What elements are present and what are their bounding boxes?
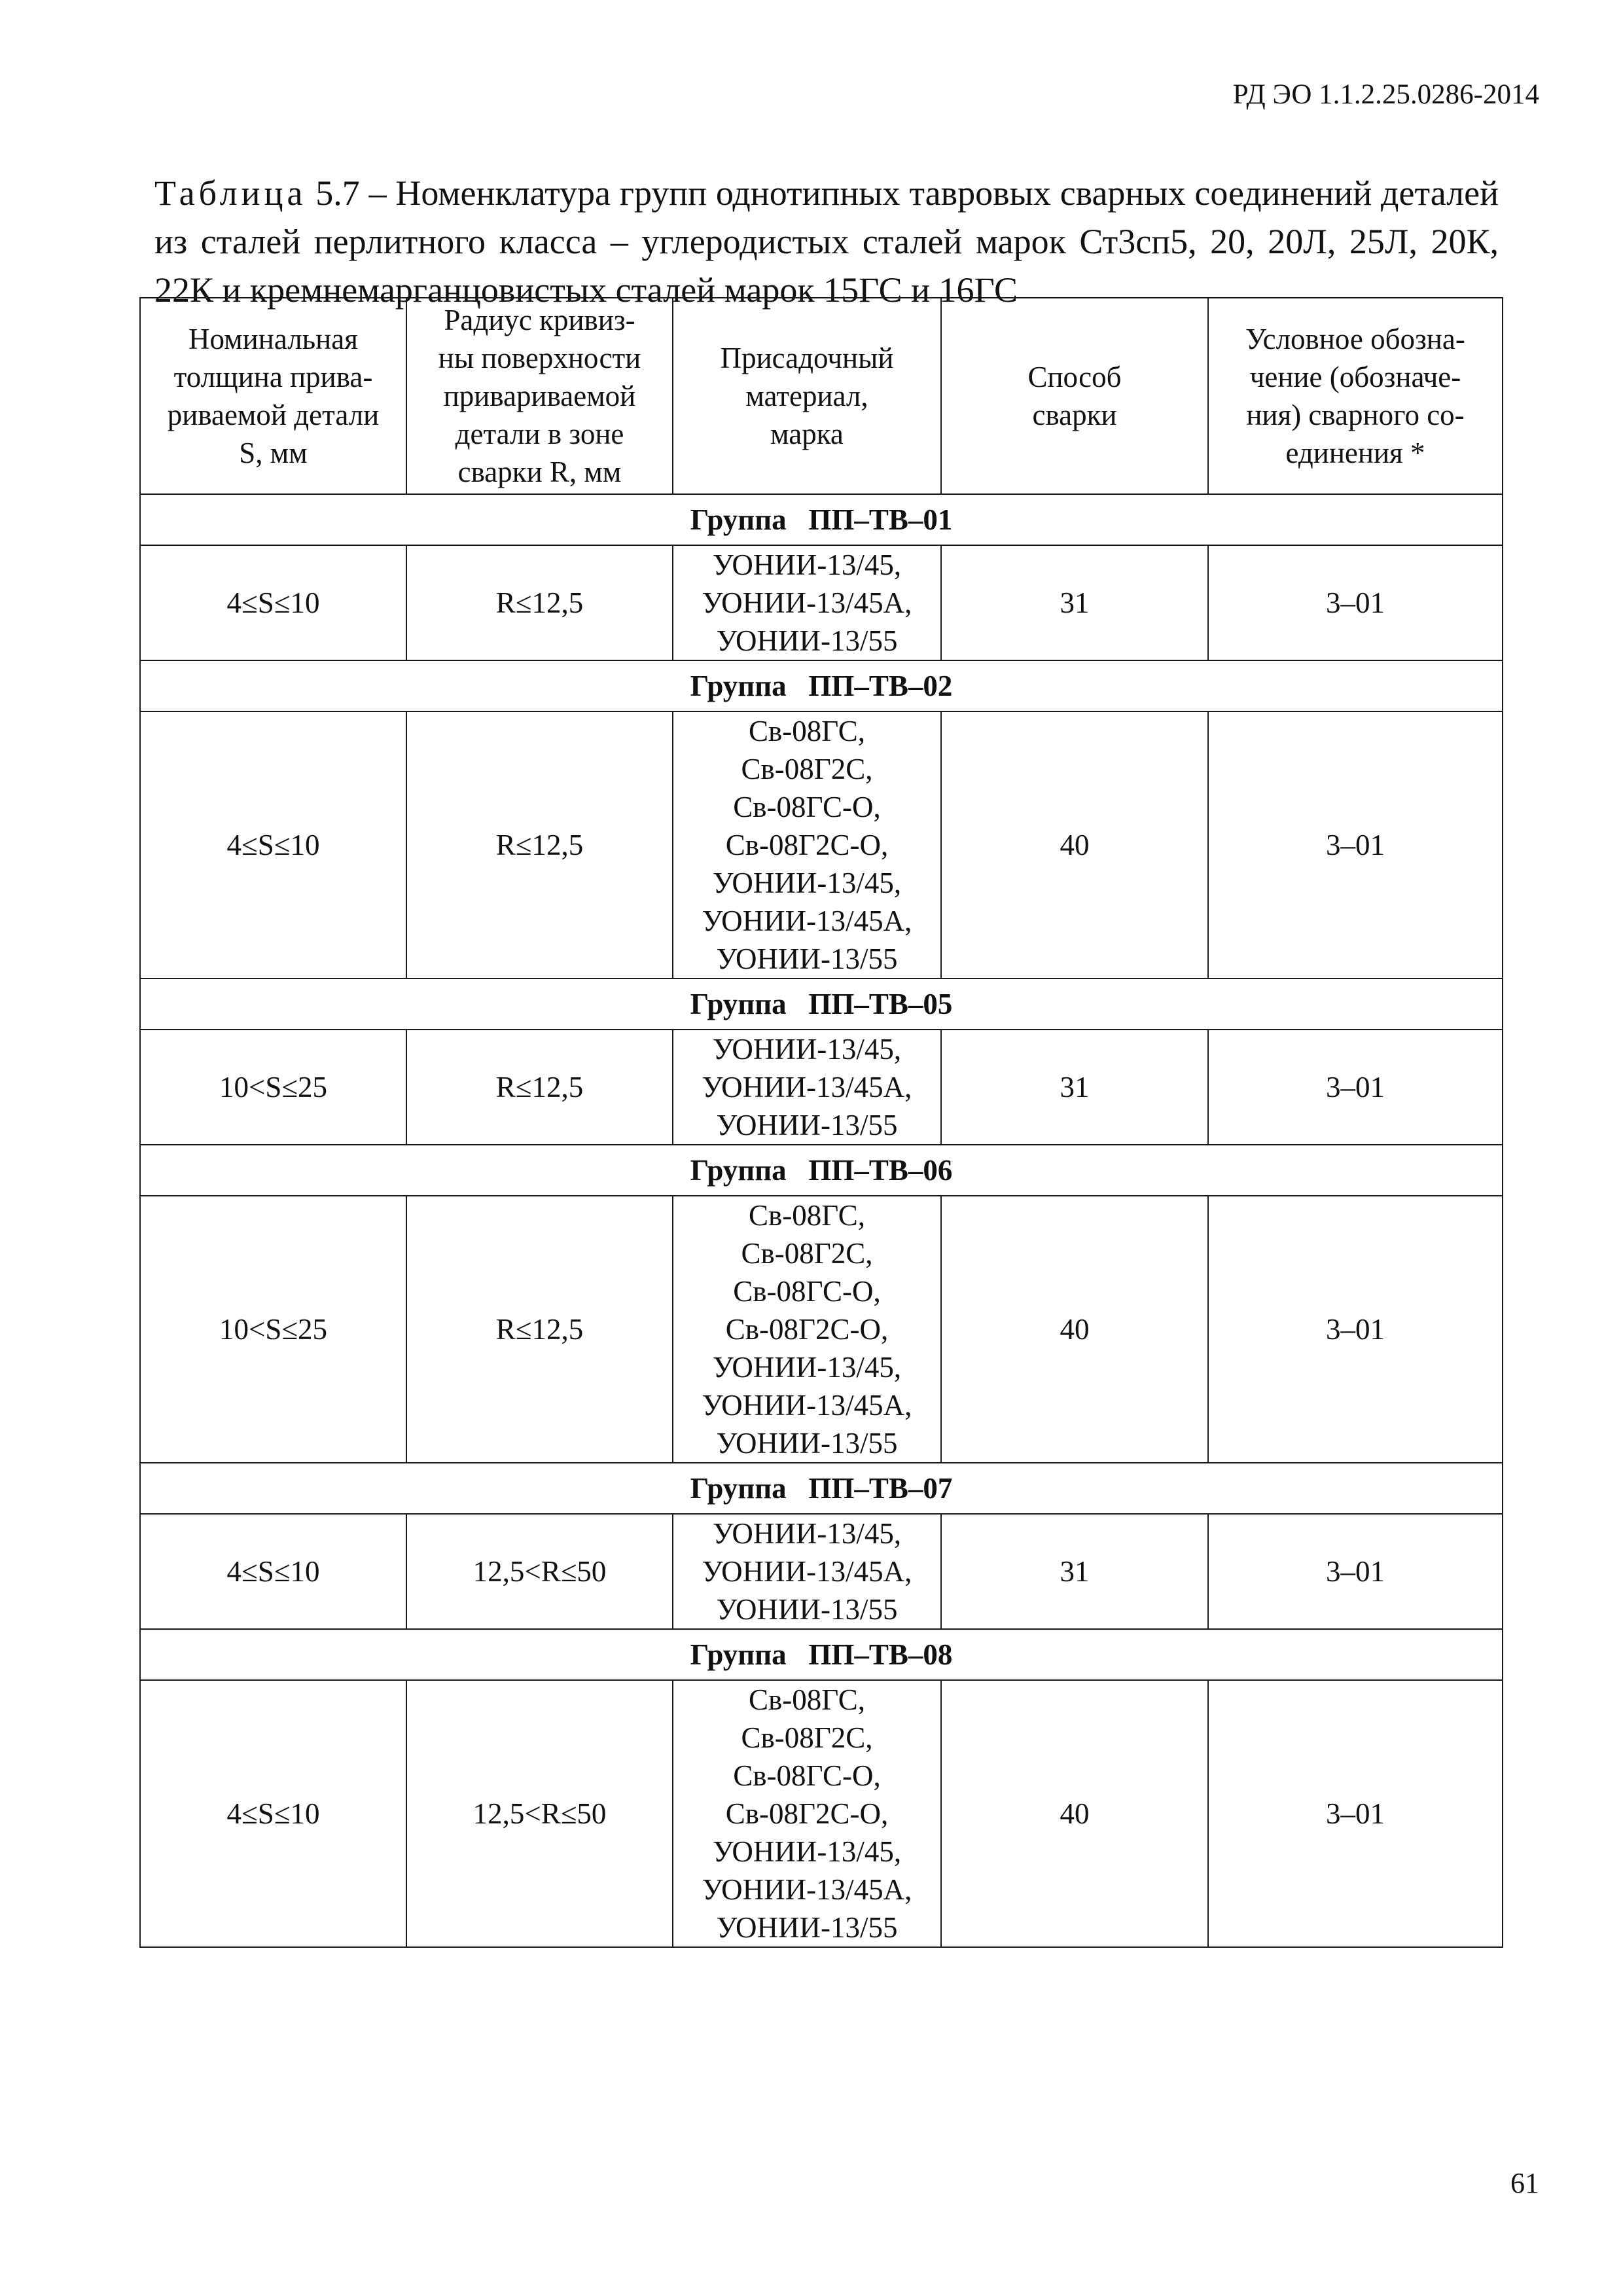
column-header-filler: Присадочный материал, марка: [673, 298, 941, 494]
joint-designation-cell: 3–01: [1208, 1680, 1503, 1947]
group-data-row: [140, 711, 1503, 978]
group-title: Группа ПП–ТВ–05: [140, 978, 1503, 1030]
table-caption-text: 5.7 – Номенклатура групп однотипных тавровых сварных соединений деталей из сталей перлитного класса – углеродистых сталей марок Ст3сп5, 20, 20Л, 25Л, 20К, 22К и кремнемарганцовистых сталей марок 15ГС и 16ГС: [154, 173, 1499, 310]
filler-material-cell: Св-08ГС, Св-08Г2С, Св-08ГС-О, Св-08Г2С-О, УОНИИ-13/45, УОНИИ-13/45А, УОНИИ-13/55: [673, 711, 941, 978]
group-header-row: [140, 1463, 1503, 1514]
filler-material-cell: Св-08ГС, Св-08Г2С, Св-08ГС-О, Св-08Г2С-О, УОНИИ-13/45, УОНИИ-13/45А, УОНИИ-13/55: [673, 1196, 941, 1463]
radius-cell: R≤12,5: [406, 1030, 673, 1145]
weld-groups-table: [139, 297, 1503, 1948]
group-header-row: [140, 660, 1503, 711]
weld-groups-table-body: [140, 298, 1503, 1947]
group-data-row: [140, 545, 1503, 660]
filler-material-cell: Св-08ГС, Св-08Г2С, Св-08ГС-О, Св-08Г2С-О, УОНИИ-13/45, УОНИИ-13/45А, УОНИИ-13/55: [673, 1680, 941, 1947]
thickness-cell: 4≤S≤10: [140, 1514, 406, 1629]
group-title: Группа ПП–ТВ–02: [140, 660, 1503, 711]
joint-designation-cell: 3–01: [1208, 1514, 1503, 1629]
group-title: Группа ПП–ТВ–01: [140, 494, 1503, 545]
joint-designation-cell: 3–01: [1208, 1030, 1503, 1145]
column-header-radius: Радиус кривиз- ны поверхности привариваемой детали в зоне сварки R, мм: [406, 298, 673, 494]
group-data-row: [140, 1030, 1503, 1145]
thickness-cell: 4≤S≤10: [140, 711, 406, 978]
filler-material-cell: УОНИИ-13/45, УОНИИ-13/45А, УОНИИ-13/55: [673, 545, 941, 660]
radius-cell: R≤12,5: [406, 545, 673, 660]
thickness-cell: 4≤S≤10: [140, 1680, 406, 1947]
group-title: Группа ПП–ТВ–07: [140, 1463, 1503, 1514]
filler-material-cell: УОНИИ-13/45, УОНИИ-13/45А, УОНИИ-13/55: [673, 1030, 941, 1145]
radius-cell: 12,5<R≤50: [406, 1680, 673, 1947]
page-number: 61: [1510, 2167, 1539, 2199]
document-code: РД ЭО 1.1.2.25.0286-2014: [1232, 79, 1539, 110]
joint-designation-cell: 3–01: [1208, 1196, 1503, 1463]
table-caption-label: Таблица: [154, 173, 307, 213]
joint-designation-cell: 3–01: [1208, 545, 1503, 660]
welding-method-cell: 31: [941, 1514, 1208, 1629]
welding-method-cell: 40: [941, 1196, 1208, 1463]
group-header-row: [140, 494, 1503, 545]
column-header-designation: Условное обозна- чение (обозначе- ния) сварного со- единения *: [1208, 298, 1503, 494]
thickness-cell: 4≤S≤10: [140, 545, 406, 660]
group-header-row: [140, 1629, 1503, 1680]
group-data-row: [140, 1680, 1503, 1947]
table-header-row: [140, 298, 1503, 494]
group-header-row: [140, 1145, 1503, 1196]
radius-cell: R≤12,5: [406, 711, 673, 978]
column-header-method: Способ сварки: [941, 298, 1208, 494]
table-caption: [154, 169, 1499, 314]
welding-method-cell: 40: [941, 1680, 1208, 1947]
joint-designation-cell: 3–01: [1208, 711, 1503, 978]
group-data-row: [140, 1196, 1503, 1463]
group-title: Группа ПП–ТВ–06: [140, 1145, 1503, 1196]
welding-method-cell: 31: [941, 545, 1208, 660]
radius-cell: R≤12,5: [406, 1196, 673, 1463]
filler-material-cell: УОНИИ-13/45, УОНИИ-13/45А, УОНИИ-13/55: [673, 1514, 941, 1629]
welding-method-cell: 40: [941, 711, 1208, 978]
group-header-row: [140, 978, 1503, 1030]
column-header-thickness: Номинальная толщина прива- риваемой детали S, мм: [140, 298, 406, 494]
radius-cell: 12,5<R≤50: [406, 1514, 673, 1629]
thickness-cell: 10<S≤25: [140, 1030, 406, 1145]
welding-method-cell: 31: [941, 1030, 1208, 1145]
group-title: Группа ПП–ТВ–08: [140, 1629, 1503, 1680]
group-data-row: [140, 1514, 1503, 1629]
thickness-cell: 10<S≤25: [140, 1196, 406, 1463]
